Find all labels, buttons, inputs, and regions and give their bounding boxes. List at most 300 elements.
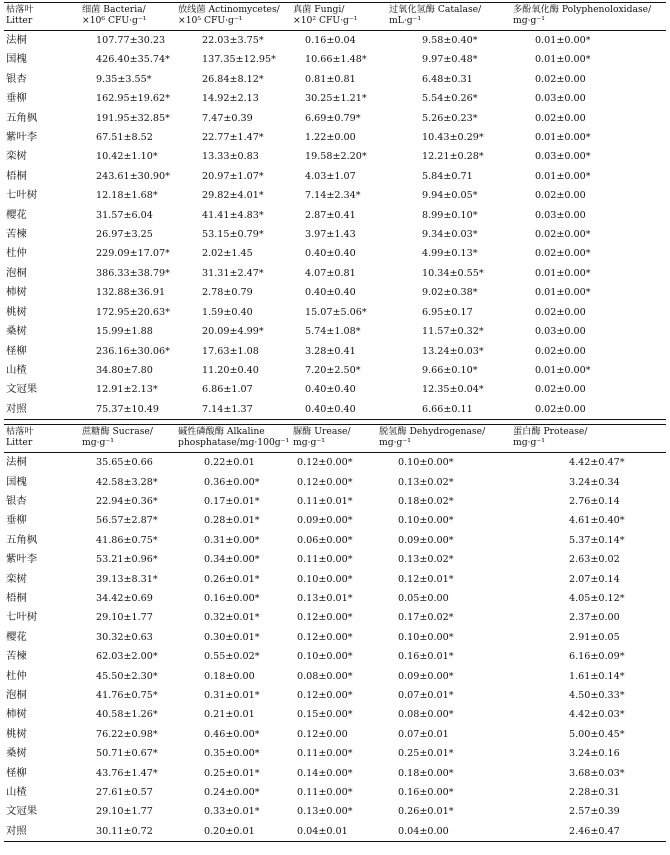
table-row — [4, 822, 666, 842]
litter-name-cell: 银杏 — [6, 72, 27, 85]
microbe-catalase-table — [4, 2, 666, 420]
value-cell: 22.03±3.75* — [202, 35, 264, 46]
value-cell: 34.80±7.80 — [96, 364, 153, 376]
value-cell: 4.99±0.13* — [422, 248, 478, 260]
value-cell: 107.77±30.23 — [96, 35, 166, 46]
litter-name-cell: 泡桐 — [6, 689, 27, 701]
table-row — [4, 342, 666, 361]
table-row — [4, 550, 666, 569]
value-cell: 0.02±0.00 — [535, 384, 586, 396]
litter-name-cell: 栾树 — [6, 150, 27, 163]
column-header-line: 蛋白酶 Protease/ — [513, 426, 588, 438]
value-cell: 9.34±0.03* — [422, 229, 478, 241]
value-cell: 0.13±0.02* — [398, 554, 454, 566]
litter-name-cell: 七叶树 — [6, 611, 38, 624]
value-cell: 0.22±0.01 — [204, 457, 255, 469]
value-cell: 41.86±0.75* — [96, 534, 158, 546]
value-cell: 11.57±0.32* — [422, 326, 484, 338]
value-cell: 10.43±0.29* — [422, 132, 484, 144]
value-cell: 53.21±0.96* — [96, 554, 158, 566]
litter-name-cell: 银杏 — [6, 494, 27, 507]
value-cell: 0.07±0.01* — [398, 690, 454, 701]
column-header-line: mg·g⁻¹ — [513, 15, 545, 26]
table-row — [4, 50, 666, 69]
value-cell: 0.12±0.00* — [297, 690, 353, 701]
value-cell: 3.24±0.34 — [569, 476, 620, 488]
value-cell: 4.61±0.40* — [569, 515, 625, 527]
value-cell: 9.94±0.05* — [422, 190, 478, 202]
value-cell: 2.63±0.02 — [569, 554, 620, 566]
table-row — [4, 361, 666, 380]
value-cell: 3.28±0.41 — [305, 345, 356, 357]
value-cell: 191.95±32.85* — [96, 112, 170, 124]
value-cell: 162.95±19.62* — [96, 93, 170, 105]
value-cell: 0.03±0.00 — [535, 93, 586, 105]
value-cell: 41.76±0.75* — [96, 690, 158, 701]
litter-name-cell: 国槐 — [6, 475, 27, 488]
value-cell: 29.82±4.01* — [202, 190, 264, 202]
value-cell: 27.61±0.57 — [96, 787, 153, 799]
table-row — [4, 303, 666, 322]
column-header-line: 蔗糖酶 Sucrase/ — [82, 426, 153, 438]
value-cell: 0.28±0.01* — [204, 515, 260, 527]
value-cell: 1.59±0.40 — [202, 306, 253, 318]
value-cell: 8.99±0.10* — [422, 209, 478, 221]
value-cell: 0.13±0.01* — [297, 592, 353, 604]
value-cell: 2.87±0.41 — [305, 209, 356, 221]
value-cell: 426.40±35.74* — [96, 54, 170, 66]
value-cell: 10.66±1.48* — [305, 54, 367, 66]
value-cell: 6.66±0.11 — [422, 403, 473, 415]
value-cell: 0.13±0.02* — [398, 476, 454, 488]
value-cell: 0.08±0.00* — [297, 670, 353, 682]
litter-name-cell: 樱花 — [6, 208, 27, 221]
value-cell: 6.95±0.17 — [422, 306, 473, 318]
value-cell: 19.58±2.20* — [305, 151, 367, 163]
litter-name-cell: 杜仲 — [6, 669, 27, 682]
value-cell: 67.51±8.52 — [96, 132, 153, 144]
table-row — [4, 453, 666, 473]
value-cell: 3.97±1.43 — [305, 229, 356, 241]
value-cell: 40.58±1.26* — [96, 709, 158, 721]
value-cell: 0.03±0.00 — [535, 326, 586, 338]
litter-name-cell: 垂柳 — [6, 92, 27, 105]
value-cell: 9.66±0.10* — [422, 364, 478, 376]
table-row — [4, 802, 666, 821]
value-cell: 0.40±0.40 — [305, 403, 356, 415]
value-cell: 0.09±0.00* — [297, 515, 353, 527]
value-cell: 7.14±1.37 — [202, 403, 253, 415]
value-cell: 53.15±0.79* — [202, 229, 264, 241]
column-header — [513, 425, 666, 453]
litter-name-cell: 梧桐 — [6, 169, 27, 182]
value-cell: 229.09±17.07* — [96, 248, 170, 260]
value-cell: 7.47±0.39 — [202, 112, 253, 124]
table-row — [4, 128, 666, 147]
value-cell: 0.34±0.00* — [204, 554, 260, 566]
column-header — [293, 3, 389, 31]
value-cell: 2.78±0.79 — [202, 287, 253, 299]
litter-name-cell: 栾树 — [6, 572, 27, 585]
column-header-line: ×10⁶ CFU·g⁻¹ — [82, 15, 147, 26]
value-cell: 0.01±0.00* — [535, 132, 591, 144]
column-header-line: 碱性磷酸酶 Alkaline — [178, 426, 265, 438]
value-cell: 243.61±30.90* — [96, 170, 170, 182]
value-cell: 4.42±0.47* — [569, 457, 625, 469]
value-cell: 76.22±0.98* — [96, 728, 158, 740]
litter-name-cell: 山楂 — [6, 363, 27, 376]
litter-name-cell: 五角枫 — [6, 533, 38, 546]
table-row — [4, 531, 666, 550]
value-cell: 5.84±0.71 — [422, 170, 473, 182]
value-cell: 2.76±0.14 — [569, 495, 620, 507]
value-cell: 386.33±38.79* — [96, 267, 170, 279]
value-cell: 0.18±0.02* — [398, 495, 454, 507]
column-header-line: mg·g⁻¹ — [293, 437, 325, 449]
column-header-line: phosphatase/mg·100g⁻¹ — [178, 437, 290, 449]
litter-name-cell: 樱花 — [6, 630, 27, 643]
value-cell: 0.03±0.00 — [535, 209, 586, 221]
column-header-line: 细菌 Bacteria/ — [82, 4, 146, 15]
column-header — [82, 425, 178, 453]
litter-name-cell: 文冠果 — [6, 805, 38, 818]
value-cell: 22.94±0.36* — [96, 495, 158, 507]
table-row — [4, 492, 666, 511]
litter-name-cell: 山楂 — [6, 786, 27, 799]
value-cell: 10.42±1.10* — [96, 151, 158, 163]
litter-name-cell: 紫叶李 — [6, 131, 38, 144]
column-header — [4, 425, 82, 453]
value-cell: 0.02±0.00 — [535, 112, 586, 124]
table-row — [4, 380, 666, 399]
value-cell: 0.30±0.01* — [204, 631, 260, 643]
value-cell: 0.02±0.00* — [535, 229, 591, 241]
value-cell: 0.10±0.00* — [398, 631, 454, 643]
litter-name-cell: 泡桐 — [6, 266, 27, 279]
value-cell: 13.33±0.83 — [202, 151, 259, 163]
value-cell: 35.65±0.66 — [96, 457, 153, 469]
value-cell: 0.25±0.01* — [398, 748, 454, 760]
litter-name-cell: 五角枫 — [6, 111, 38, 124]
value-cell: 0.02±0.00 — [535, 73, 586, 85]
table-row — [4, 89, 666, 108]
value-cell: 0.10±0.00* — [297, 651, 353, 663]
column-header-line: 枯落叶 — [6, 4, 34, 15]
value-cell: 3.68±0.03* — [569, 767, 625, 779]
value-cell: 42.58±3.28* — [96, 476, 158, 488]
value-cell: 236.16±30.06* — [96, 345, 170, 357]
table-row — [4, 186, 666, 205]
value-cell: 0.26±0.01* — [398, 806, 454, 818]
value-cell: 2.37±0.00 — [569, 612, 620, 624]
table-header-row — [4, 3, 666, 31]
value-cell: 22.77±1.47* — [202, 132, 264, 144]
litter-name-cell: 桑树 — [6, 747, 27, 760]
table-row — [4, 686, 666, 705]
litter-name-cell: 柿树 — [6, 708, 27, 721]
column-header-line: ×10² CFU·g⁻¹ — [293, 15, 358, 26]
litter-name-cell: 文冠果 — [6, 383, 38, 396]
value-cell: 7.14±2.34* — [305, 190, 361, 202]
value-cell: 14.92±2.13 — [202, 93, 259, 105]
value-cell: 56.57±2.87* — [96, 515, 158, 527]
table-row — [4, 400, 666, 420]
table-row — [4, 783, 666, 802]
table-row — [4, 608, 666, 627]
litter-name-cell: 桃树 — [6, 305, 27, 318]
litter-name-cell: 柿树 — [6, 286, 27, 299]
table-row — [4, 570, 666, 589]
value-cell: 0.01±0.00* — [535, 364, 591, 376]
value-cell: 0.17±0.01* — [204, 495, 260, 507]
value-cell: 9.58±0.40* — [422, 35, 478, 46]
value-cell: 0.33±0.01* — [204, 806, 260, 818]
value-cell: 26.97±3.25 — [96, 229, 153, 241]
column-header-line: ×10⁵ CFU·g⁻¹ — [178, 15, 243, 26]
table-row — [4, 725, 666, 744]
column-header — [379, 425, 513, 453]
value-cell: 0.08±0.00* — [398, 709, 454, 721]
value-cell: 62.03±2.00* — [96, 651, 158, 663]
value-cell: 5.37±0.14* — [569, 534, 625, 546]
column-header-line: Litter — [6, 15, 33, 26]
column-header-line: mg·g⁻¹ — [82, 437, 114, 449]
value-cell: 0.02±0.00 — [535, 190, 586, 202]
table-row — [4, 283, 666, 302]
value-cell: 2.46±0.47 — [569, 825, 620, 837]
value-cell: 6.86±1.07 — [202, 384, 253, 396]
value-cell: 0.04±0.00 — [398, 825, 449, 837]
value-cell: 0.12±0.00* — [297, 612, 353, 624]
value-cell: 0.32±0.01* — [204, 612, 260, 624]
value-cell: 0.10±0.00* — [297, 573, 353, 585]
value-cell: 75.37±10.49 — [96, 403, 159, 415]
column-header — [293, 425, 379, 453]
table-row — [4, 667, 666, 686]
value-cell: 0.11±0.01* — [297, 495, 353, 507]
value-cell: 2.28±0.31 — [569, 787, 620, 799]
value-cell: 0.55±0.02* — [204, 651, 260, 663]
column-header-line: mg·g⁻¹ — [379, 437, 411, 449]
value-cell: 5.26±0.23* — [422, 112, 478, 124]
value-cell: 45.50±2.30* — [96, 670, 158, 682]
value-cell: 0.10±0.00* — [398, 457, 454, 469]
value-cell: 0.16±0.01* — [398, 651, 454, 663]
litter-name-cell: 桃树 — [6, 727, 27, 740]
litter-name-cell: 柽柳 — [6, 344, 27, 357]
litter-name-cell: 法桐 — [6, 456, 27, 469]
table-row — [4, 322, 666, 341]
value-cell: 0.40±0.40 — [305, 384, 356, 396]
value-cell: 0.12±0.00* — [297, 476, 353, 488]
column-header — [4, 3, 82, 31]
table-row — [4, 705, 666, 724]
value-cell: 11.20±0.40 — [202, 364, 259, 376]
value-cell: 0.03±0.00* — [535, 151, 591, 163]
value-cell: 0.31±0.00* — [204, 534, 260, 546]
value-cell: 4.07±0.81 — [305, 267, 356, 279]
value-cell: 0.12±0.00* — [297, 631, 353, 643]
value-cell: 9.02±0.38* — [422, 287, 478, 299]
value-cell: 0.17±0.02* — [398, 612, 454, 624]
value-cell: 0.05±0.00 — [398, 592, 449, 604]
column-header-line: 枯落叶 — [6, 426, 34, 438]
table-row — [4, 244, 666, 263]
column-header — [513, 3, 666, 31]
value-cell: 0.26±0.01* — [204, 573, 260, 585]
value-cell: 0.04±0.01 — [297, 825, 348, 837]
litter-name-cell: 紫叶李 — [6, 553, 38, 566]
value-cell: 41.41±4.83* — [202, 209, 264, 221]
value-cell: 172.95±20.63* — [96, 306, 170, 318]
table-row — [4, 225, 666, 244]
value-cell: 0.21±0.01 — [204, 709, 255, 721]
table-row — [4, 147, 666, 166]
value-cell: 0.01±0.00* — [535, 267, 591, 279]
value-cell: 0.46±0.00* — [204, 728, 260, 740]
value-cell: 12.18±1.68* — [96, 190, 158, 202]
value-cell: 5.00±0.45* — [569, 728, 625, 740]
litter-name-cell: 对照 — [6, 402, 27, 415]
value-cell: 10.34±0.55* — [422, 267, 484, 279]
value-cell: 0.11±0.00* — [297, 787, 353, 799]
value-cell: 4.03±1.07 — [305, 170, 356, 182]
table-row — [4, 167, 666, 186]
value-cell: 0.81±0.81 — [305, 73, 356, 85]
value-cell: 30.11±0.72 — [96, 825, 153, 837]
column-header-line: 多酚氧化酶 Polyphenoloxidase/ — [513, 4, 652, 15]
value-cell: 0.01±0.00* — [535, 54, 591, 66]
value-cell: 15.07±5.06* — [305, 306, 367, 318]
table-row — [4, 764, 666, 783]
value-cell: 43.76±1.47* — [96, 767, 158, 779]
value-cell: 2.07±0.14 — [569, 573, 620, 585]
value-cell: 12.35±0.04* — [422, 384, 484, 396]
value-cell: 0.18±0.00 — [204, 670, 255, 682]
value-cell: 2.91±0.05 — [569, 631, 620, 643]
value-cell: 0.15±0.00* — [297, 709, 353, 721]
value-cell: 4.42±0.03* — [569, 709, 625, 721]
column-header — [82, 3, 178, 31]
table-row — [4, 744, 666, 763]
value-cell: 132.88±36.91 — [96, 287, 166, 299]
value-cell: 0.16±0.04 — [305, 35, 356, 46]
table-row — [4, 589, 666, 608]
value-cell: 0.02±0.00* — [535, 248, 591, 260]
value-cell: 0.10±0.00* — [398, 515, 454, 527]
value-cell: 0.20±0.01 — [204, 825, 255, 837]
value-cell: 0.11±0.00* — [297, 554, 353, 566]
litter-name-cell: 国槐 — [6, 53, 27, 66]
value-cell: 6.69±0.79* — [305, 112, 361, 124]
litter-name-cell: 对照 — [6, 824, 27, 837]
enzyme-activity-table — [4, 424, 666, 842]
table-row — [4, 109, 666, 128]
value-cell: 0.16±0.00* — [204, 592, 260, 604]
value-cell: 0.25±0.01* — [204, 767, 260, 779]
table-row — [4, 70, 666, 89]
value-cell: 30.32±0.63 — [96, 631, 153, 643]
litter-name-cell: 梧桐 — [6, 591, 27, 604]
column-header — [178, 3, 293, 31]
column-header — [389, 3, 513, 31]
column-header — [178, 425, 293, 453]
litter-name-cell: 杜仲 — [6, 247, 27, 260]
column-header-line: mL·g⁻¹ — [389, 15, 422, 26]
value-cell: 0.07±0.01 — [398, 728, 449, 740]
value-cell: 4.05±0.12* — [569, 592, 625, 604]
value-cell: 0.01±0.00* — [535, 287, 591, 299]
value-cell: 4.50±0.33* — [569, 690, 625, 701]
value-cell: 5.74±1.08* — [305, 326, 361, 338]
column-header-line: 真菌 Fungi/ — [293, 4, 345, 15]
value-cell: 3.24±0.16 — [569, 748, 620, 760]
value-cell: 15.99±1.88 — [96, 326, 153, 338]
table-row — [4, 647, 666, 666]
litter-name-cell: 垂柳 — [6, 514, 27, 527]
value-cell: 0.09±0.00* — [398, 534, 454, 546]
column-header-line: 过氧化氢酶 Catalase/ — [389, 4, 482, 15]
value-cell: 0.02±0.00 — [535, 345, 586, 357]
value-cell: 1.61±0.14* — [569, 670, 625, 682]
column-header-line: mg·g⁻¹ — [513, 437, 545, 449]
value-cell: 0.40±0.40 — [305, 248, 356, 260]
litter-name-cell: 法桐 — [6, 34, 27, 46]
value-cell: 0.31±0.01* — [204, 690, 260, 701]
table-row — [4, 31, 666, 51]
value-cell: 13.24±0.03* — [422, 345, 484, 357]
column-header-line: 脱氢酶 Dehydrogenase/ — [379, 426, 486, 438]
value-cell: 2.57±0.39 — [569, 806, 620, 818]
value-cell: 0.12±0.00 — [297, 728, 348, 740]
value-cell: 12.21±0.28* — [422, 151, 484, 163]
table-row — [4, 206, 666, 225]
litter-name-cell: 苦楝 — [6, 228, 27, 241]
value-cell: 9.97±0.48* — [422, 54, 478, 66]
value-cell: 9.35±3.55* — [96, 73, 152, 85]
column-header-line: 脲酶 Urease/ — [293, 426, 351, 438]
table-row — [4, 511, 666, 530]
value-cell: 5.54±0.26* — [422, 93, 478, 105]
table-row — [4, 473, 666, 492]
value-cell: 137.35±12.95* — [202, 54, 276, 66]
value-cell: 0.13±0.00* — [297, 806, 353, 818]
value-cell: 1.22±0.00 — [305, 132, 356, 144]
value-cell: 0.14±0.00* — [297, 767, 353, 779]
value-cell: 0.01±0.00* — [535, 35, 591, 46]
value-cell: 39.13±8.31* — [96, 573, 158, 585]
value-cell: 50.71±0.67* — [96, 748, 158, 760]
value-cell: 0.35±0.00* — [204, 748, 260, 760]
value-cell: 20.09±4.99* — [202, 326, 264, 338]
value-cell: 2.02±1.45 — [202, 248, 253, 260]
value-cell: 6.16±0.09* — [569, 651, 625, 663]
value-cell: 20.97±1.07* — [202, 170, 264, 182]
litter-name-cell: 柽柳 — [6, 766, 27, 779]
value-cell: 12.91±2.13* — [96, 384, 158, 396]
value-cell: 31.57±6.04 — [96, 209, 153, 221]
value-cell: 6.48±0.31 — [422, 73, 473, 85]
value-cell: 0.02±0.00 — [535, 403, 586, 415]
value-cell: 17.63±1.08 — [202, 345, 259, 357]
value-cell: 0.24±0.00* — [204, 787, 260, 799]
value-cell: 0.36±0.00* — [204, 476, 260, 488]
table-header-row — [4, 425, 666, 453]
value-cell: 0.09±0.00* — [398, 670, 454, 682]
value-cell: 0.40±0.40 — [305, 287, 356, 299]
value-cell: 0.11±0.00* — [297, 748, 353, 760]
value-cell: 0.02±0.00 — [535, 306, 586, 318]
